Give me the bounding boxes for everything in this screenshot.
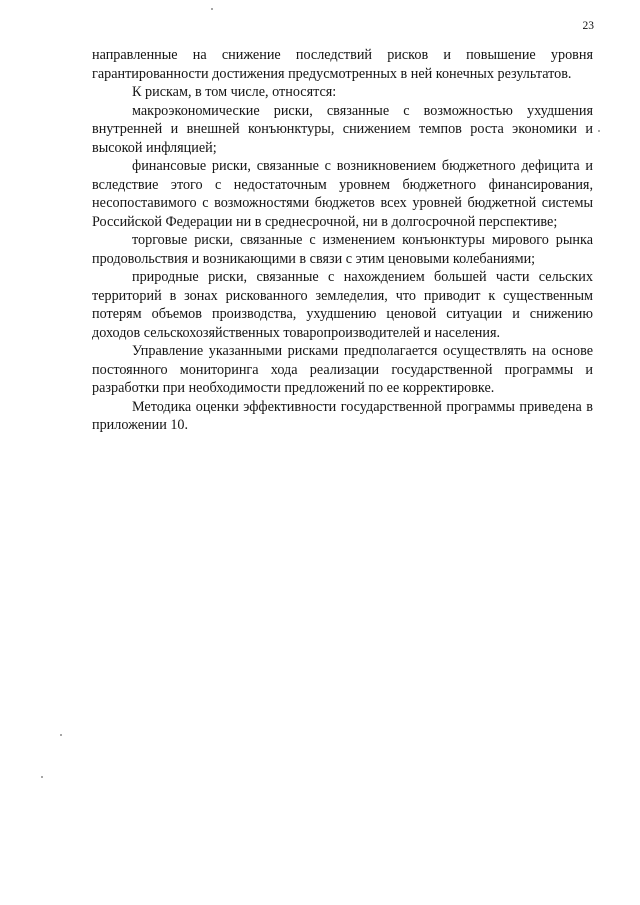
body-text — [92, 46, 593, 435]
paragraph-natural-risks: природные риски, связанные с нахождением большей части сельских территорий в зонах рискованного земледелия, что приводит к существенным потерям объемов производства, ухудшению ценовой ситуации и снижению доходов сельскохозяйственных товаропроизводителей и населения. — [92, 269, 593, 341]
paragraph-macroeconomic-risks: макроэкономические риски, связанные с возможностью ухудшения внутренней и внешней конъюнктуры, снижением темпов роста экономики и высокой инфляцией; — [92, 102, 593, 156]
paragraph-continuation: направленные на снижение последствий рисков и повышение уровня гарантированности достижения предусмотренных в ней конечных результатов. — [92, 47, 593, 82]
scan-speck — [211, 8, 213, 10]
scan-speck — [598, 130, 600, 132]
paragraph-risk-management: Управление указанными рисками предполагается осуществлять на основе постоянного мониторинга хода реализации государственной программы и разработки при необходимости предложений по ее корректировке. — [92, 343, 593, 396]
scan-speck — [60, 734, 62, 736]
paragraph-financial-risks: финансовые риски, связанные с возникновением бюджетного дефицита и вследствие этого с недостаточным уровнем бюджетного финансирования, несопоставимого с возможностями бюджетов всех уровней бюджетной системы Российской Федерации ни в среднесрочной, ни в долгосрочной перспективе; — [92, 158, 593, 230]
paragraph-methodology: Методика оценки эффективности государственной программы приведена в приложении 10. — [92, 398, 593, 433]
page-number: 23 — [582, 20, 594, 32]
paragraph-trade-risks: торговые риски, связанные с изменением конъюнктуры мирового рынка продовольствия и возникающими в связи с этим ценовыми колебаниями; — [92, 232, 593, 267]
scan-speck — [41, 776, 43, 778]
paragraph-risks-intro: К рискам, в том числе, относятся: — [132, 84, 337, 100]
